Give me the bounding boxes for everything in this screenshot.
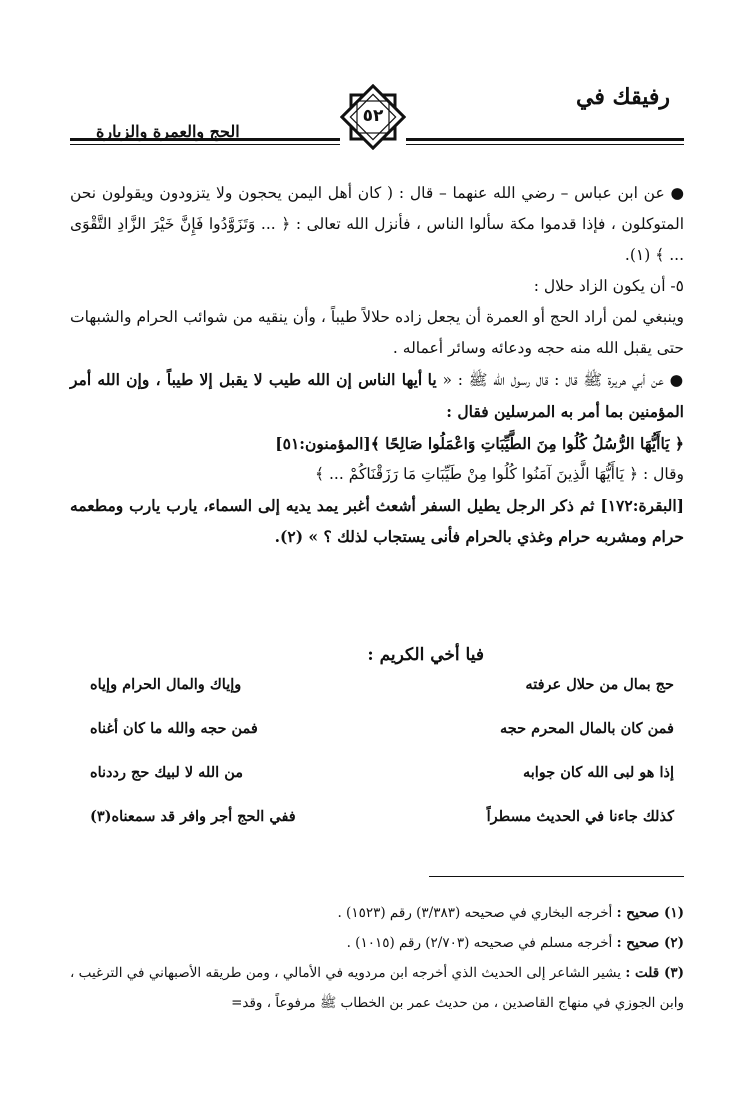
poem-verse [70,802,684,846]
page-number-badge [340,84,406,150]
footnote-2 [70,928,684,958]
verse-first-hemistich: كذلك جاءنا في الحديث مسطراً [486,808,674,825]
footnote-text: يشير الشاعر إلى الحديث الذي أخرجه ابن مردويه في الأمالي ، ومن طريقه الأصبهاني في الترغيب ، وابن الجوزي في منهاج القاصدين ، من حديث عمر بن الخطاب ﷺ مرفوعاً ، وقد= [70,965,684,1011]
page-number: ٥٢ [362,106,384,126]
book-title: رفيقك في [576,84,670,110]
page-header [70,78,684,150]
quran-verse-1: ﴿ يَاأَيُّهَا الرُّسُلُ كُلُوا مِنَ الطَّيِّبَاتِ وَاعْمَلُوا صَالِحًا ﴾[المؤمنون:٥١] [275,434,684,453]
hadith-text: يا أيها الناس إن الله طيب لا يقبل إلا طيباً ، وإن الله أمر المؤمنين بما أمر به المرسلين فقال : [70,370,684,421]
verse-first-hemistich: إذا هو لبى الله كان جوابه [522,764,674,781]
poem-verse [70,670,684,714]
footnote-label: (٣) قلت : [625,965,684,981]
footnote-3 [70,958,684,1018]
verse-first-hemistich: حج بمال من حلال عرفته [525,676,674,693]
quran-verse-2: وقال : ﴿ يَاأَيُّهَا الَّذِينَ آمَنُوا كُلُوا مِنْ طَيِّبَاتِ مَا رَزَقْنَاكُمْ ... ﴾ [314,465,684,483]
verse-second-hemistich: وإياك والمال الحرام وإياه [90,676,242,693]
main-text [70,178,684,552]
poem-verse [70,714,684,758]
paragraph-abu-hurayra [70,364,684,428]
hadith-conclusion: [البقرة:١٧٢] ثم ذكر الرجل يطيل السفر أشعث أغبر يمد يديه إلى السماء، يارب يارب ومطعمه حرام ومشربه حرام وغذي بالحرام فأنى يستجاب لذلك ؟ » (٢). [70,496,684,546]
heading-halal-provision: ٥- أن يكون الزاد حلال : [533,277,684,295]
poem-verse [70,758,684,802]
poem [70,670,684,846]
verse-first-hemistich: فمن كان بالمال المحرم حجه [500,720,674,737]
section-title: الحج والعمرة والزيارة [96,122,240,141]
paragraph-ibn-abbas: ● عن ابن عباس – رضي الله عنهما – قال : ( كان أهل اليمن يحجون ولا يتزودون ويقولون نحن المتوكلون ، فإذا قدموا مكة سألوا الناس ، فأنزل الله تعالى : ﴿ ... وَتَزَوَّدُوا فَإِنَّ خَيْرَ الزَّادِ التَّقْوَى ... ﴾ (١). [70,184,684,264]
poem-title: فيا أخي الكريم : [367,645,484,665]
footnote-text: أخرجه البخاري في صحيحه (٣/٣٨٣) رقم (١٥٢٣) . [337,905,613,921]
footnote-text: أخرجه مسلم في صحيحه (٢/٧٠٣) رقم (١٠١٥) . [346,935,613,951]
footnote-label: (٢) صحيح : [616,935,684,951]
footnotes [70,898,684,1018]
footnote-label: (١) صحيح : [616,905,684,921]
verse-second-hemistich: فمن حجه والله ما كان أغناه [90,720,258,737]
hadith-intro: ● عن أبي هريرة ﷺ قال : قال رسول الله ﷺ : « [436,371,684,389]
footnote-1 [70,898,684,928]
verse-second-hemistich: ففي الحج أجر وافر قد سمعناه(٣) [90,808,296,825]
verse-second-hemistich: من الله لا لبيك حج رددناه [90,764,244,781]
paragraph-halal: وينبغي لمن أراد الحج أو العمرة أن يجعل زاده حلالاً طيباً ، وأن ينقيه من شوائب الحرام والشبهات حتى يقبل الله منه حجه ودعائه وسائر أعماله . [70,308,684,357]
footnote-separator [429,876,684,877]
